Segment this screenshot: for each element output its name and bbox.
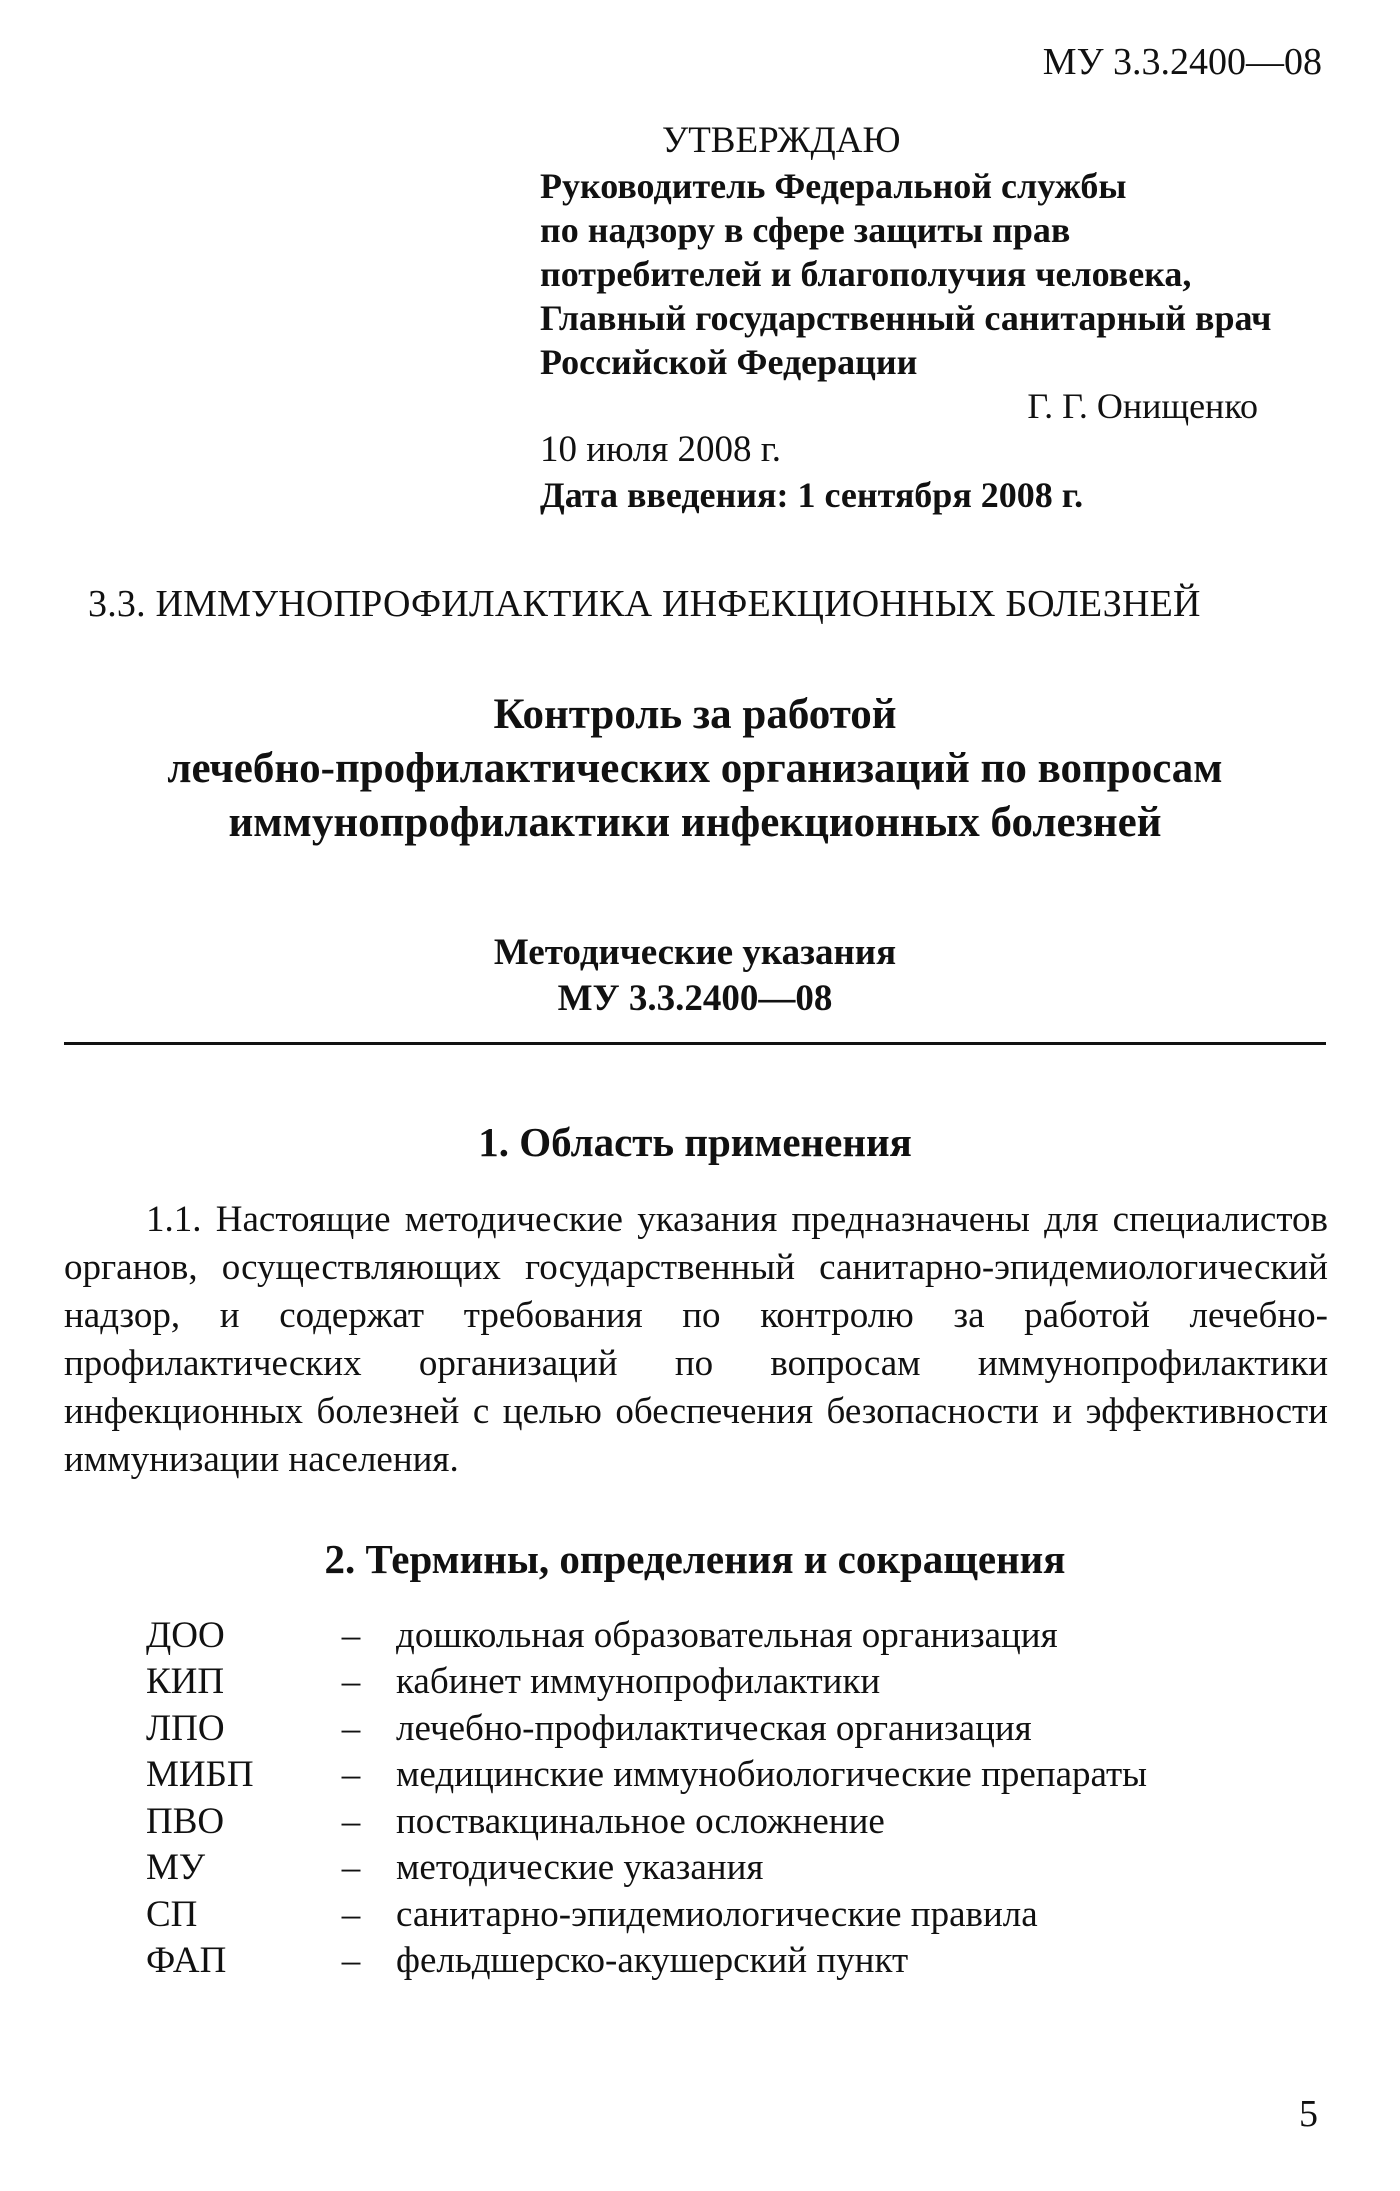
abbreviation-row [146,1798,1296,1845]
approver-position-line: по надзору в сфере защиты прав [540,210,1071,250]
abbreviation-row [146,1845,1296,1892]
abbreviation-definition: фельдшерско-акушерский пункт [396,1940,909,1982]
document-type-name: Методические указания [493,932,897,973]
abbreviation-definition: дошкольная образовательная организация [396,1614,1058,1656]
abbreviation-term: СП [146,1893,198,1935]
section-code: 3.3. ИММУНОПРОФИЛАКТИКА ИНФЕКЦИОННЫХ БОЛЕЗНЕЙ [88,583,1201,625]
abbreviation-row [146,1938,1296,1985]
abbreviation-row [146,1752,1296,1799]
abbreviation-definition: методические указания [396,1847,764,1889]
introduction-date: Дата введения: 1 сентября 2008 г. [540,475,1084,515]
abbreviation-dash: – [341,1614,361,1656]
approver-position-line: потребителей и благополучия человека, [540,254,1192,294]
abbreviation-definition: медицинские иммунобиологические препараты [396,1754,1148,1796]
section-1-paragraph: 1.1. Настоящие методические указания предназначены для специалистов органов, осуществляющих государственный санитарно-эпидемиологический надзор, и содержат требования по контролю за работой лечебно-профилактических организаций по вопросам иммунопрофилактики инфекционных болезней с целью обеспечения безопасности и эффективности иммунизации населения. [64,1199,1328,1480]
abbreviation-row [146,1612,1296,1659]
abbreviation-dash: – [341,1847,361,1889]
abbreviation-term: ПВО [146,1800,225,1842]
document-type-code: МУ 3.3.2400—08 [557,978,833,1019]
section-2-heading: 2. Термины, определения и сокращения [324,1536,1066,1582]
approver-position-line: Руководитель Федеральной службы [540,166,1127,206]
abbreviation-dash: – [341,1707,361,1749]
abbreviation-dash: – [341,1800,361,1842]
section-1-heading: 1. Область применения [478,1119,912,1165]
approver-position-line: Российской Федерации [540,342,918,382]
abbreviation-definition: кабинет иммунопрофилактики [396,1661,881,1703]
abbreviation-term: ФАП [146,1940,227,1982]
document-title [60,688,1330,850]
approver-position-line: Главный государственный санитарный врач [540,298,1272,338]
document-code: МУ 3.3.2400—08 [1042,41,1322,83]
title-line: Контроль за работой [493,691,897,738]
abbreviation-row [146,1705,1296,1752]
abbreviation-list [146,1612,1296,1984]
title-line: лечебно-профилактических организаций по вопросам [167,745,1223,792]
abbreviation-dash: – [341,1754,361,1796]
abbreviation-dash: – [341,1940,361,1982]
approval-heading: УТВЕРЖДАЮ [662,120,901,161]
abbreviation-row [146,1659,1296,1706]
title-line: иммунопрофилактики инфекционных болезней [228,799,1162,846]
abbreviation-term: ЛПО [146,1707,225,1749]
abbreviation-term: КИП [146,1661,225,1703]
abbreviation-term: ДОО [146,1614,225,1656]
approval-block [540,118,1320,518]
document-type [60,930,1330,1022]
abbreviation-row [146,1891,1296,1938]
approver-name: Г. Г. Онищенко [1027,386,1258,426]
abbreviation-dash: – [341,1661,361,1703]
abbreviation-definition: лечебно-профилактическая организация [396,1707,1032,1749]
abbreviation-definition: поствакцинальное осложнение [396,1800,885,1842]
approval-date: 10 июля 2008 г. [540,429,782,470]
page-number: 5 [1299,2093,1318,2135]
abbreviation-definition: санитарно-эпидемиологические правила [396,1893,1038,1935]
abbreviation-dash: – [341,1893,361,1935]
horizontal-rule [64,1042,1326,1045]
abbreviation-term: МУ [146,1847,206,1889]
abbreviation-term: МИБП [146,1754,254,1796]
